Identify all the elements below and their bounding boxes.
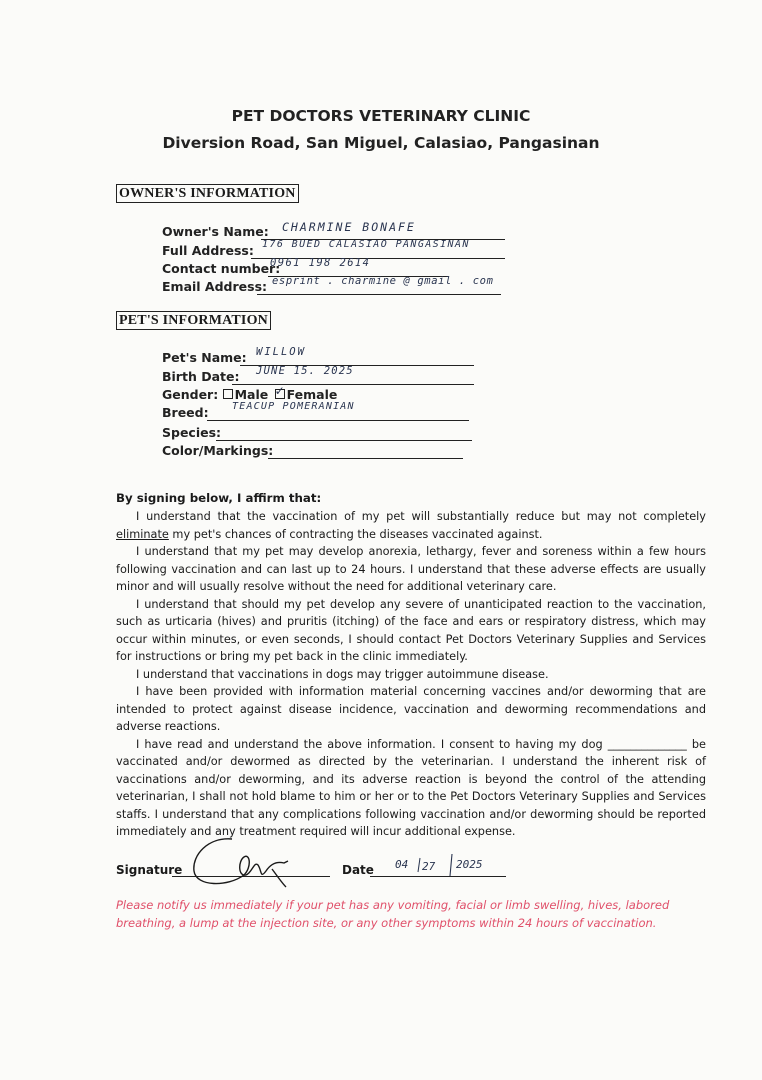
owner-section-heading: OWNER'S INFORMATION (116, 184, 299, 203)
date-year: 2025 (456, 858, 483, 871)
date-day: 27 (422, 860, 436, 873)
pet-birthdate-line (232, 384, 474, 385)
owner-name-field[interactable]: CHARMINE BONAFE (282, 220, 416, 234)
female-checkbox[interactable] (274, 384, 285, 399)
female-option-label: Female (286, 387, 338, 402)
pet-birthdate-label: Birth Date: (162, 369, 240, 384)
checkmark-icon: ✓ (274, 384, 285, 398)
affirmation-paragraph-4: I understand that vaccinations in dogs may trigger autoimmune disease. (136, 667, 549, 681)
owner-name-label: Owner's Name: (162, 224, 269, 239)
pet-name-label: Pet's Name: (162, 350, 247, 365)
affirmation-paragraph-6: I have read and understand the above information. I consent to having my dog ______________ be vaccinated and/or dewormed as directed by the veterinarian. I understand the inherent risk of vaccinations and/or deworming, and its adverse reaction is beyond the control of the attending veterinarian, I shall not hold blame to him or her or to the Pet Doctors Veterinary Supplies and Services staffs. I understand that any complications following vaccination and/or deworming should be reported immediately and any treatment required will incur additional expense. (116, 737, 707, 838)
affirmation-paragraph-5: I have been provided with information material concerning vaccines and/or deworming that are intended to protect against disease incidence, vaccination and deworming recommendations and adverse reactions. (116, 685, 706, 733)
date-label: Date (342, 863, 374, 877)
pet-species-line[interactable] (216, 440, 472, 441)
male-option-label: Male (234, 387, 269, 402)
affirmation-paragraph-3: I understand that should my pet develop any severe of unanticipated reaction to the vaccination, such as urticaria (hives) and pruritis (itching) of the face and ears or respiratory distress, which may occur within minutes, or even seconds, I should contact Pet Doctors Veterinary Supplies and Services for instructions or bring my pet back in the clinic immediately. (116, 597, 706, 663)
owner-email-label: Email Address: (162, 279, 268, 294)
pet-section-heading: PET'S INFORMATION (116, 311, 271, 330)
pet-name-field[interactable]: WILLOW (256, 346, 306, 358)
clinic-address: Diversion Road, San Miguel, Calasiao, Pangasinan (162, 134, 600, 152)
owner-contact-label: Contact number: (162, 261, 281, 276)
clinic-name: PET DOCTORS VETERINARY CLINIC (231, 107, 531, 125)
signature-scribble (188, 831, 298, 891)
owner-address-label: Full Address: (162, 243, 254, 258)
owner-contact-field[interactable]: 0961 198 2614 (270, 257, 371, 269)
owner-email-field[interactable]: esprint . charmine @ gmail . com (272, 275, 494, 287)
affirmation-heading: By signing below, I affirm that: (116, 491, 322, 505)
affirmation-body (116, 508, 706, 841)
signature-label: Signature (116, 863, 183, 877)
dog-name-blank[interactable]: ______________ (607, 737, 687, 751)
pet-color-line[interactable] (268, 458, 463, 459)
owner-email-line (257, 294, 501, 295)
post-vaccination-notice: Please notify us immediately if your pet has any vomiting, facial or limb swelling, hives, labored breathing, a lump at the injection site, or any other symptoms within 24 hours of vaccination. (116, 898, 670, 930)
affirmation-paragraph-1: I understand that the vaccination of my pet will substantially reduce but may not completely eliminate my pet's chances of contracting the diseases vaccinated against. (116, 510, 706, 541)
male-checkbox[interactable] (223, 389, 233, 399)
pet-birthdate-field[interactable]: JUNE 15. 2025 (256, 365, 354, 377)
pet-color-label: Color/Markings: (162, 443, 274, 458)
affirmation-paragraph-2: I understand that my pet may develop anorexia, lethargy, fever and soreness within a few hours following vaccination and can last up to 24 hours. I understand that these adverse effects are usually minor and will usually resolve without the need for additional veterinary care. (116, 545, 706, 593)
pet-breed-label: Breed: (162, 405, 209, 420)
pet-breed-line (207, 420, 469, 421)
date-month: 04 (395, 858, 409, 871)
pet-gender-label: Gender: (162, 387, 219, 402)
pet-gender-group (162, 384, 338, 402)
pet-species-label: Species: (162, 425, 222, 440)
owner-address-field[interactable]: 176 BUED CALASIAO PANGASINAN (262, 239, 470, 250)
pet-breed-field[interactable]: TEACUP POMERANIAN (232, 401, 355, 412)
